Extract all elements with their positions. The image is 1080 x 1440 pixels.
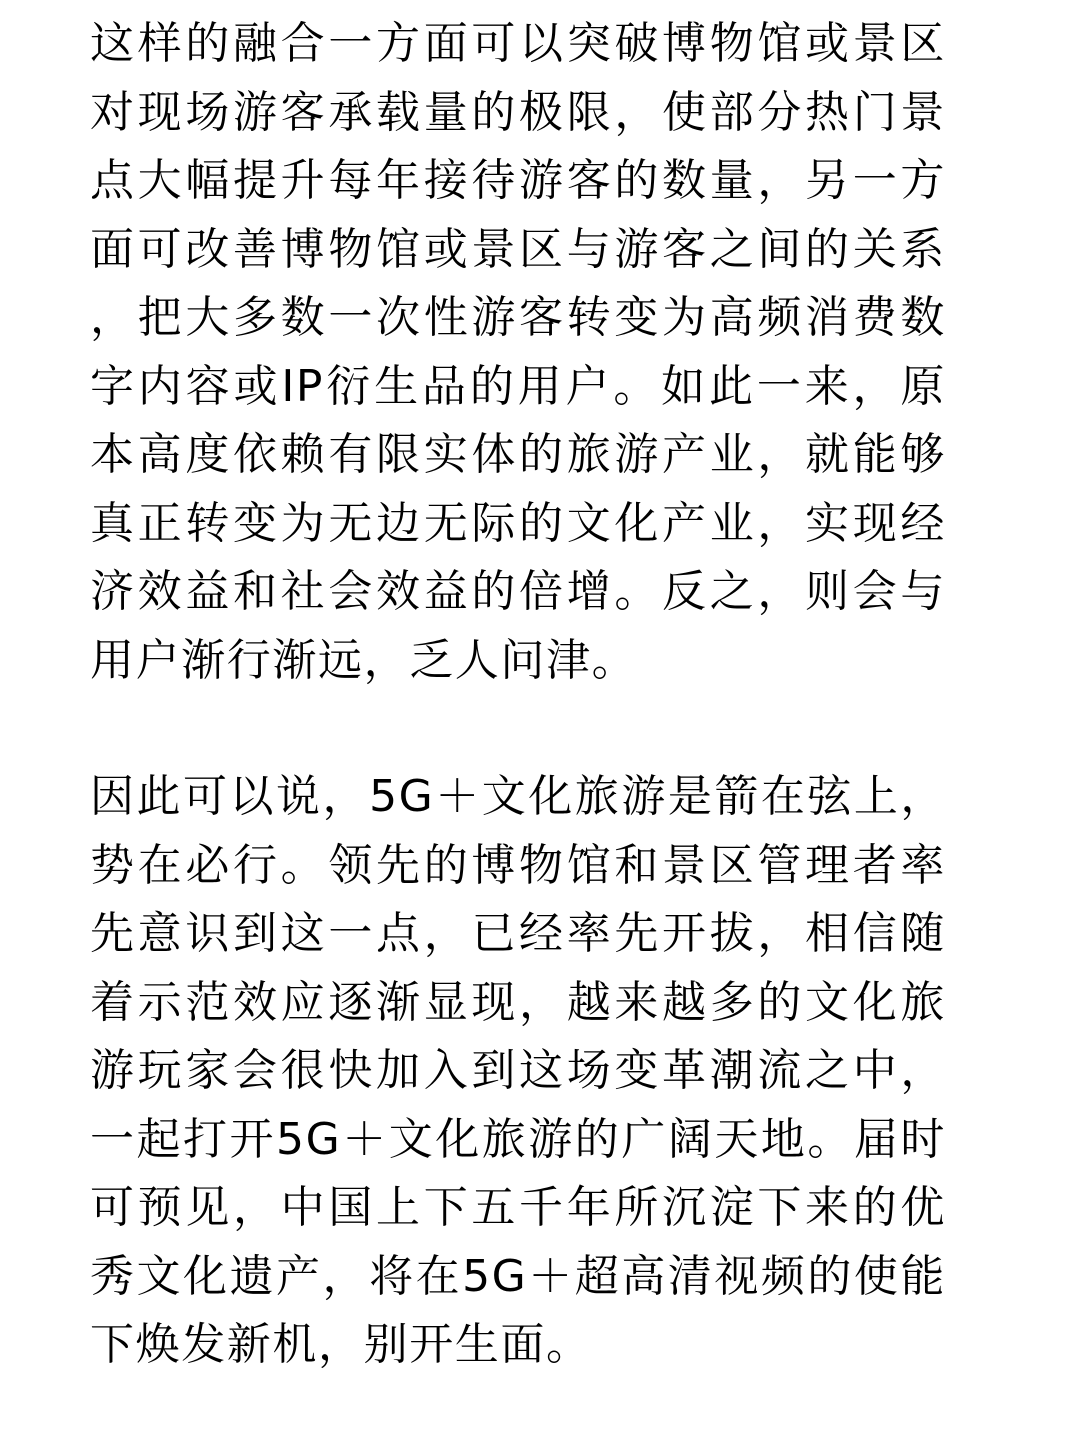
paragraph-2: 因此可以说，5G＋文化旅游是箭在弦上，势在必行。领先的博物馆和景区管理者率先意识到这一点，已经率先开拔，相信随着示范效应逐渐显现，越来越多的文化旅游玩家会很快加入到这场变革潮流之中，一起打开5G＋文化旅游的广阔天地。届时可预见，中国上下五千年所沉淀下来的优秀文化遗产，将在5G＋超高清视频的使能下焕发新机，别开生面。 xyxy=(90,771,946,1370)
article-body xyxy=(90,10,946,1380)
paragraph-1: 这样的融合一方面可以突破博物馆或景区对现场游客承载量的极限，使部分热门景点大幅提升每年接待游客的数量，另一方面可改善博物馆或景区与游客之间的关系，把大多数一次性游客转变为高频消费数字内容或IP衍生品的用户。如此一来，原本高度依赖有限实体的旅游产业，就能够真正转变为无边无际的文化产业，实现经济效益和社会效益的倍增。反之，则会与用户渐行渐远，乏人问津。 xyxy=(90,18,946,686)
